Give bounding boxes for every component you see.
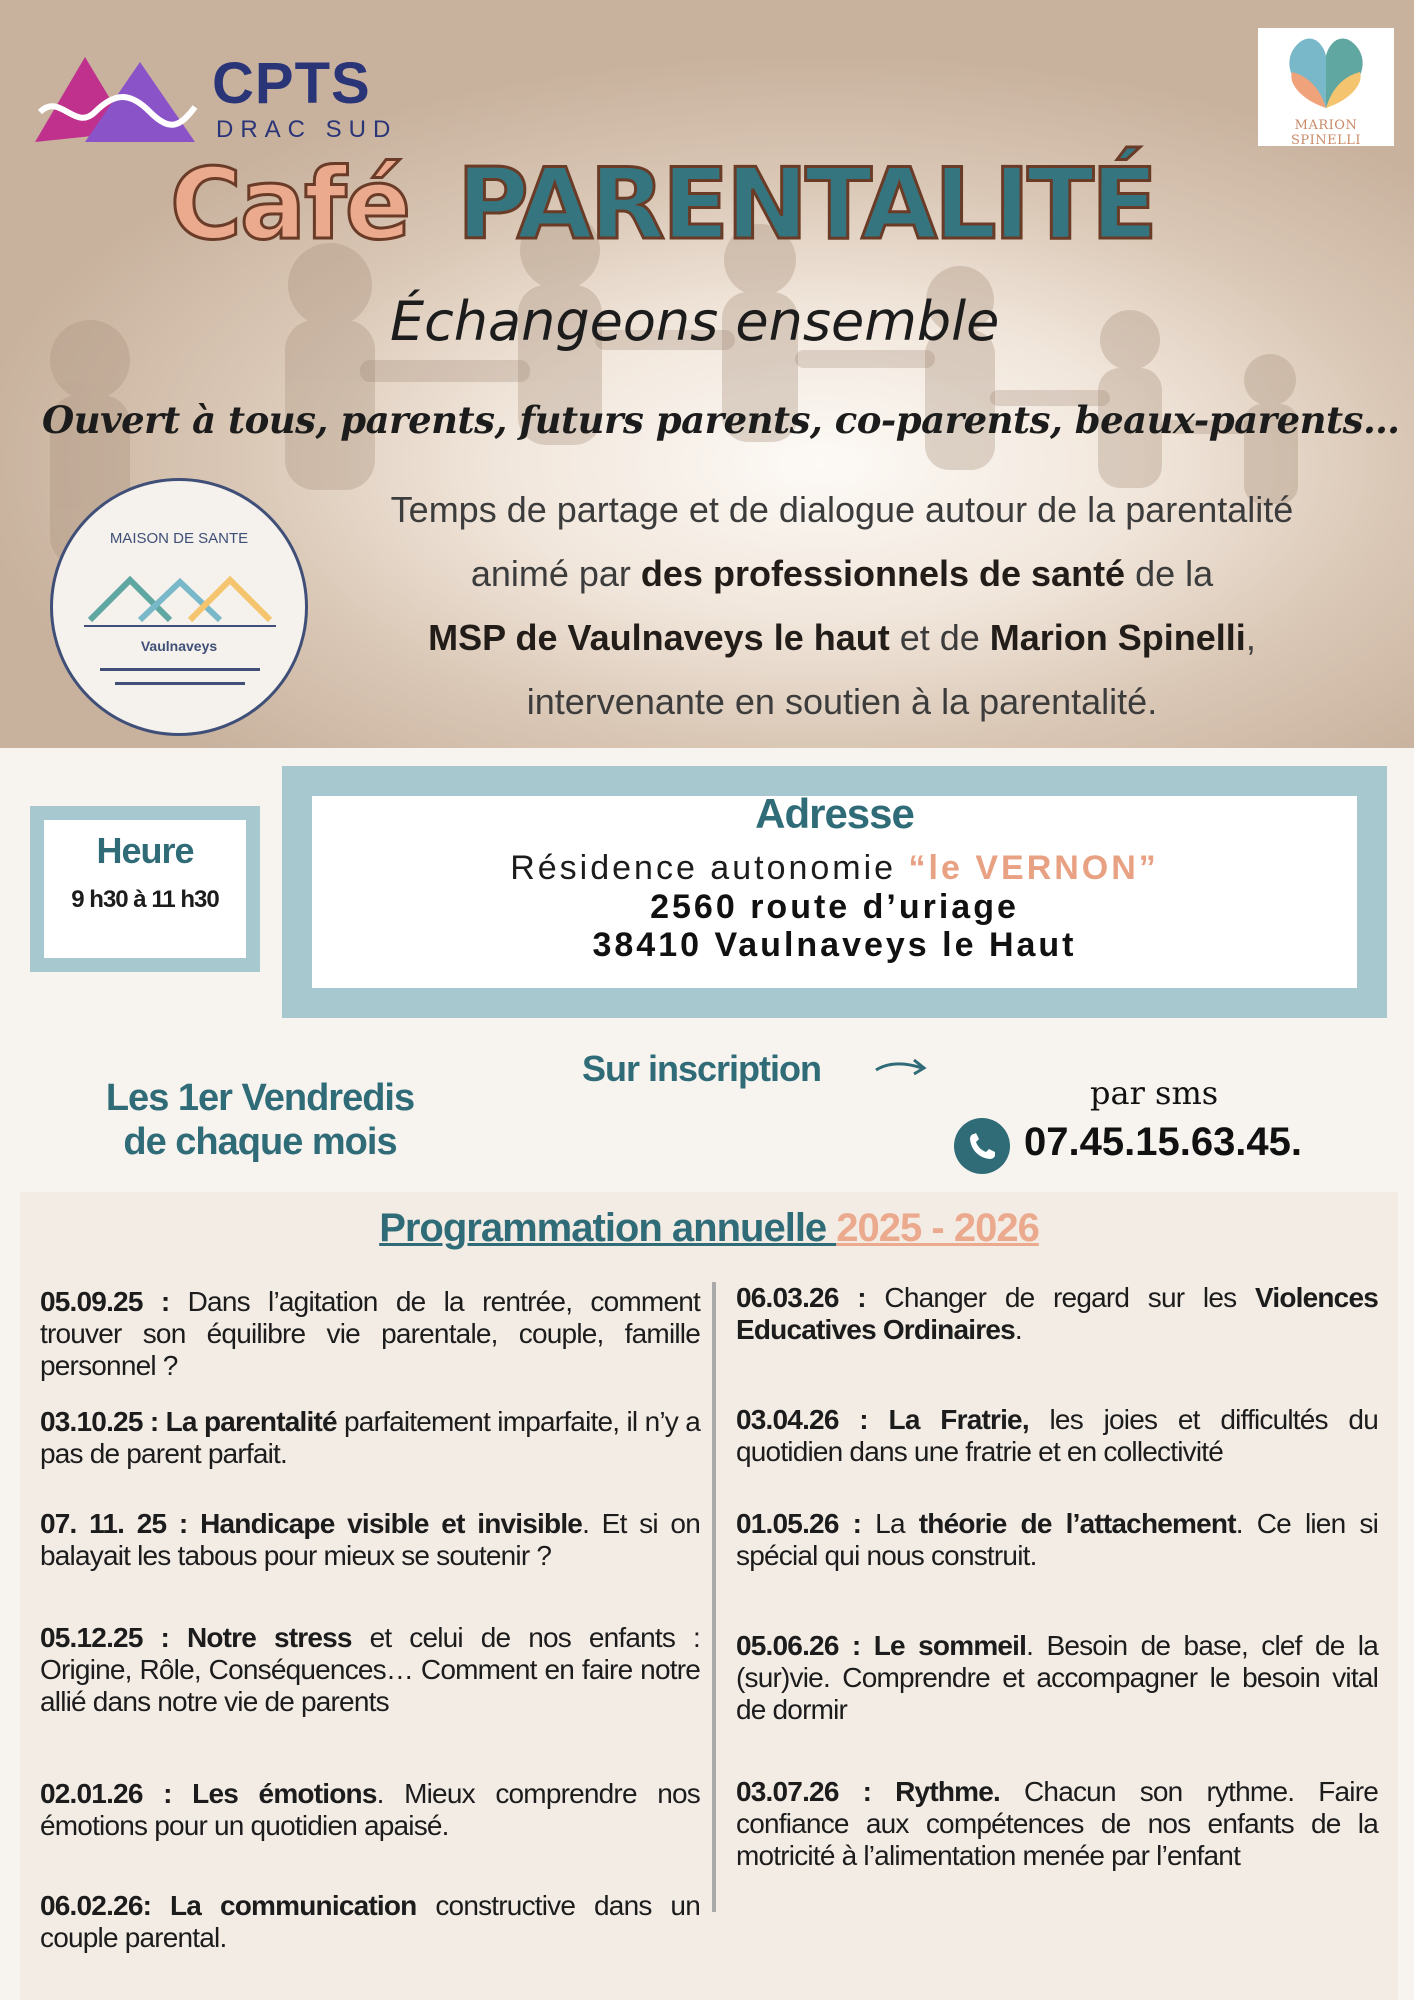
- programme-item: 05.09.25 : Dans l’agitation de la rentrée, comment trouver son équilibre vie parentale, couple, famille personnel ?: [40, 1286, 700, 1381]
- msp-logo-rule: [100, 668, 260, 671]
- programme-item: 06.02.26: La communication constructive dans un couple parental.: [40, 1890, 700, 1953]
- programme-item: 05.12.25 : Notre stress et celui de nos enfants : Origine, Rôle, Conséquences… Comment en faire notre allié dans notre vie de parents: [40, 1622, 701, 1717]
- programme-item: 03.10.25 : La parentalité parfaitement imparfaite, il n’y a pas de parent parfait.: [40, 1406, 700, 1469]
- arrow-right-icon: [874, 1054, 928, 1080]
- adresse-line-1: Résidence autonomie “le VERNON”: [510, 849, 1159, 887]
- phone-icon: [954, 1118, 1010, 1174]
- column-divider: [712, 1282, 716, 1912]
- programme-item: 07. 11. 25 : Handicape visible et invisible. Et si on balayait les tabous pour mieux se soutenir ?: [40, 1508, 700, 1571]
- msp-logo-rule: [115, 682, 245, 685]
- title-parentalite: PARENTALITÉ: [457, 148, 1155, 262]
- audience-line: Ouvert à tous, parents, futurs parents, co-parents, beaux-parents…: [42, 398, 1400, 442]
- title-cafe: Café: [170, 148, 410, 262]
- marion-spinelli-logo-text: MARION SPINELLI: [1290, 118, 1362, 148]
- programme-item: 01.05.26 : La théorie de l’attachement. Ce lien si spécial qui nous construit.: [736, 1508, 1378, 1571]
- programme-item: 02.01.26 : Les émotions. Mieux comprendre nos émotions pour un quotidien apaisé.: [40, 1778, 700, 1841]
- programme-item: 05.06.26 : Le sommeil. Besoin de base, clef de la (sur)vie. Comprendre et accompagner le besoin vital de dormir: [736, 1630, 1378, 1725]
- heure-value: 9 h30 à 11 h30: [71, 886, 219, 913]
- programme-title: Programmation annuelle 2025 - 2026: [379, 1206, 1039, 1250]
- cpts-title: CPTS: [212, 51, 371, 116]
- contact-method: par sms: [1090, 1074, 1219, 1112]
- hero-banner: [0, 0, 1414, 748]
- cpts-mountain-logo: [30, 42, 200, 152]
- schedule-text: Les 1er Vendredis de chaque mois: [105, 1077, 415, 1163]
- subtitle: Échangeons ensemble: [390, 290, 1000, 353]
- msp-logo-title: MAISON DE SANTE: [109, 530, 249, 547]
- programme-item: 03.07.26 : Rythme. Chacun son rythme. Faire confiance aux compétences de nos enfants de la motricité à l’alimentation menée par l’enfant: [736, 1776, 1378, 1871]
- adresse-line-3: 38410 Vaulnaveys le Haut: [592, 926, 1077, 964]
- description-line-4: intervenante en soutien à la parentalité.: [526, 681, 1158, 722]
- description-line-3: MSP de Vaulnaveys le haut et de Marion Spinelli,: [428, 617, 1256, 658]
- heart-leaves-icon: [1258, 28, 1394, 120]
- inscription-label: Sur inscription: [582, 1048, 822, 1089]
- programme-item: 03.04.26 : La Fratrie, les joies et difficultés du quotidien dans une fratrie et en collectivité: [736, 1404, 1378, 1467]
- programme-item: 06.03.26 : Changer de regard sur les Violences Educatives Ordinaires.: [736, 1282, 1378, 1345]
- adresse-title: Adresse: [755, 790, 914, 837]
- phone-number[interactable]: 07.45.15.63.45.: [1024, 1120, 1303, 1164]
- adresse-line-2: 2560 route d’uriage: [650, 888, 1019, 926]
- heure-title: Heure: [96, 830, 194, 871]
- msp-logo-subtitle: Vaulnaveys: [140, 638, 218, 654]
- description: [290, 478, 1394, 734]
- description-line-1: Temps de partage et de dialogue autour de la parentalité: [390, 489, 1294, 530]
- houses-icon: [80, 560, 280, 640]
- cpts-subtitle: DRAC SUD: [216, 116, 398, 143]
- description-line-2: animé par des professionnels de santé de la: [470, 553, 1214, 594]
